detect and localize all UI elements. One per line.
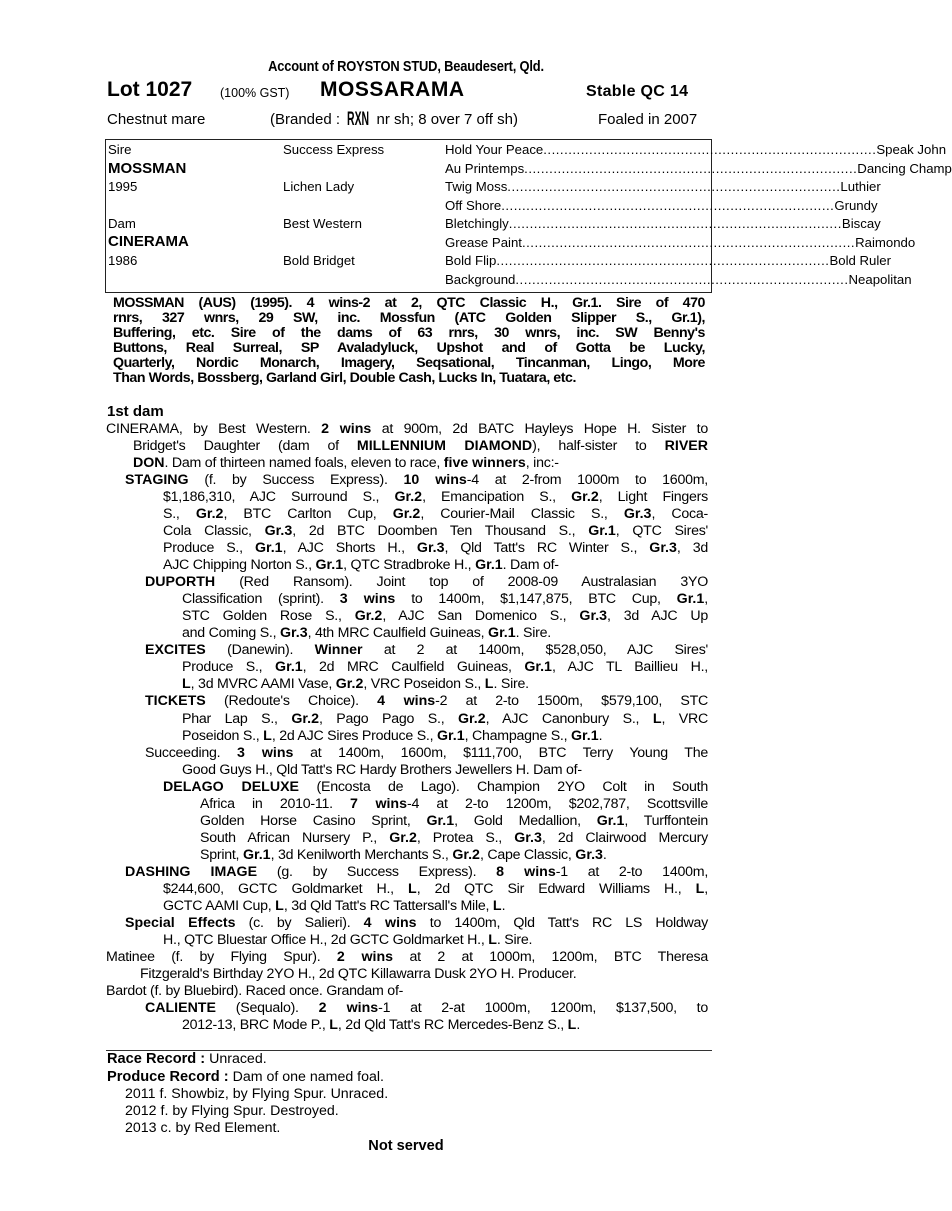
bold-text: 2 wins bbox=[318, 1000, 379, 1017]
race-record bbox=[107, 1051, 267, 1068]
dam-sire: Best Western bbox=[283, 216, 362, 231]
text: , Emancipation S., bbox=[422, 489, 572, 506]
text: , Pago Pago S., bbox=[318, 710, 459, 727]
produce-item: 2011 f. Showbiz, by Flying Spur. Unraced. bbox=[125, 1086, 389, 1102]
brand-description bbox=[270, 111, 518, 128]
bold-text: CALIENTE bbox=[145, 1000, 216, 1017]
leader-dots: ................................................................................ bbox=[524, 160, 858, 176]
bold-text: Gr.1 bbox=[254, 540, 283, 557]
bold-text: DUPORTH bbox=[145, 574, 216, 591]
bold-text: L bbox=[488, 931, 497, 948]
text: at 2 at 1000m, 1200m, BTC Theresa bbox=[393, 948, 708, 965]
first-dam-line bbox=[163, 506, 708, 523]
text: , 2d Clairwood Mercury bbox=[541, 829, 708, 846]
text: , VRC bbox=[661, 710, 709, 727]
sire-summary-line: MOSSMAN (AUS) (1995). 4 wins-2 at 2, QTC Classic H., Gr.1. Sire of 470 bbox=[113, 295, 705, 311]
bold-text: 2 wins bbox=[321, 421, 372, 437]
bold-text: MILLENNIUM DIAMOND bbox=[356, 438, 533, 455]
bold-text: RIVER bbox=[664, 438, 709, 455]
text: STC Golden Rose S., bbox=[182, 608, 355, 625]
bold-text: L bbox=[275, 897, 284, 914]
first-dam-line bbox=[106, 949, 708, 966]
gst-note: (100% GST) bbox=[220, 86, 290, 100]
bold-text: Gr.3 bbox=[264, 523, 293, 540]
text: 2012-13, BRC Mode P., bbox=[182, 1017, 330, 1034]
first-dam-line bbox=[163, 540, 708, 557]
leader-dots: ................................................................................ bbox=[507, 179, 841, 194]
bold-text: Special Effects bbox=[125, 914, 236, 931]
text: -1 at 2-to 1400m, bbox=[555, 863, 709, 880]
ancestor-name: Twig Moss bbox=[445, 179, 508, 194]
brand-mark: RXN bbox=[347, 109, 370, 130]
text: (g. by Success Express). bbox=[257, 863, 497, 880]
text: , Turffontein bbox=[624, 812, 708, 829]
text: , 2d BTC Doomben Ten Thousand S., bbox=[292, 523, 589, 540]
first-dam-line bbox=[140, 966, 708, 983]
bold-text: 4 wins bbox=[377, 693, 436, 710]
bold-text: Gr.3 bbox=[623, 506, 652, 523]
produce-record-value: Dam of one named foal. bbox=[228, 1069, 385, 1085]
text: , Protea S., bbox=[416, 829, 515, 846]
bold-text: Gr.3 bbox=[279, 625, 308, 642]
bold-text: L bbox=[182, 676, 191, 693]
text: Sprint, bbox=[200, 846, 243, 863]
bold-text: Gr.1 bbox=[436, 727, 465, 744]
pedigree-ancestor bbox=[445, 271, 912, 287]
text: Matinee (f. by Flying Spur). bbox=[106, 948, 337, 965]
ancestor-sire: Dancing Champ bbox=[857, 160, 952, 176]
first-dam-line bbox=[182, 608, 708, 625]
text: , Light Fingers bbox=[598, 489, 708, 506]
bold-text: Gr.3 bbox=[514, 829, 542, 846]
text: S., bbox=[163, 506, 196, 523]
bold-text: Gr.1 bbox=[588, 523, 616, 540]
first-dam-line bbox=[125, 472, 708, 489]
text: , 3d AJC Up bbox=[607, 608, 709, 625]
bold-text: Winner bbox=[314, 642, 363, 659]
text: Cola Classic, bbox=[163, 523, 265, 540]
bold-text: Gr.2 bbox=[389, 829, 417, 846]
text: Classification (sprint). bbox=[182, 591, 340, 608]
pedigree-ancestor bbox=[445, 142, 947, 157]
text: Fitzgerald's Birthday 2YO H., 2d QTC Killawarra Dusk 2YO H. Producer. bbox=[140, 965, 577, 982]
text: Golden Horse Casino Sprint, bbox=[200, 812, 427, 829]
sire-sire: Success Express bbox=[283, 142, 385, 157]
text: , Coca- bbox=[651, 506, 708, 523]
ancestor-sire: Grundy bbox=[834, 197, 878, 213]
bold-text: L bbox=[329, 1017, 338, 1034]
brand-suffix: nr sh; 8 over 7 off sh) bbox=[372, 111, 518, 128]
bold-text: STAGING bbox=[125, 472, 189, 489]
first-dam-line bbox=[182, 659, 708, 676]
service-status: Not served bbox=[368, 1138, 444, 1154]
text: -2 at 2-to 1500m, $579,100, STC bbox=[435, 693, 708, 710]
text: (c. by Salieri). bbox=[235, 914, 364, 931]
first-dam-line bbox=[182, 591, 708, 608]
produce-record bbox=[107, 1069, 384, 1086]
text: CINERAMA, by Best Western. bbox=[106, 421, 322, 437]
text: , Qld Tatt's RC Winter S., bbox=[444, 540, 650, 557]
ancestor-name: Background bbox=[445, 271, 516, 287]
bold-text: Gr.3 bbox=[575, 846, 603, 863]
bold-text: Gr.2 bbox=[195, 506, 224, 523]
pedigree-ancestor bbox=[445, 253, 892, 268]
text: , bbox=[704, 591, 708, 608]
bold-text: DON bbox=[133, 455, 165, 472]
stable-number: Stable QC 14 bbox=[586, 83, 689, 100]
text: , QTC Sires' bbox=[615, 523, 709, 540]
text: . bbox=[602, 846, 607, 863]
ancestor-name: Bletchingly bbox=[445, 216, 509, 231]
sire-summary-line: Quarterly, Nordic Monarch, Imagery, Seqsational, Tincanman, Lingo, More bbox=[113, 355, 705, 371]
bold-text: Gr.1 bbox=[571, 727, 599, 744]
text: and Coming S., bbox=[182, 625, 280, 642]
sire-label: Sire bbox=[108, 142, 132, 157]
first-dam-line bbox=[163, 489, 708, 506]
first-dam-line bbox=[125, 864, 708, 881]
bold-text: Gr.1 bbox=[315, 557, 344, 574]
produce-item: 2012 f. by Flying Spur. Destroyed. bbox=[125, 1103, 339, 1119]
text: $244,600, GCTC Goldmarket H., bbox=[163, 880, 409, 897]
bold-text: L bbox=[567, 1017, 577, 1034]
first-dam-line bbox=[145, 642, 708, 659]
bold-text: 2 wins bbox=[336, 948, 394, 965]
first-dam-line bbox=[200, 830, 708, 847]
text: -1 at 2-at 1000m, 1200m, $137,500, to bbox=[378, 1000, 708, 1017]
ancestor-name: Hold Your Peace bbox=[445, 142, 544, 157]
bold-text: Gr.1 bbox=[676, 591, 705, 608]
first-dam-line bbox=[145, 574, 708, 591]
bold-text: 4 wins bbox=[363, 914, 417, 931]
leader-dots: ................................................................................ bbox=[543, 142, 877, 157]
bold-text: 3 wins bbox=[339, 591, 396, 608]
sire-summary-line: Than Words, Bossberg, Garland Girl, Double Cash, Lucks In, Tuatara, etc. bbox=[113, 370, 576, 386]
text: . Dam of thirteen named foals, eleven to race, bbox=[164, 455, 444, 472]
text: Bridget's Daughter (dam of bbox=[133, 438, 357, 455]
text: , 3d Qld Tatt's RC Tattersall's Mile, bbox=[283, 897, 493, 914]
text: Good Guys H., Qld Tatt's RC Hardy Brothers Jewellers H. Dam of- bbox=[182, 761, 582, 778]
bold-text: DASHING IMAGE bbox=[125, 863, 258, 880]
bold-text: Gr.2 bbox=[354, 608, 383, 625]
first-dam-line bbox=[163, 898, 708, 915]
text: , 3d Kenilworth Merchants S., bbox=[270, 846, 453, 863]
bold-text: Gr.2 bbox=[394, 489, 423, 506]
race-record-value: Unraced. bbox=[205, 1051, 267, 1067]
bold-text: Gr.2 bbox=[335, 676, 364, 693]
first-dam-line bbox=[163, 932, 708, 949]
text: , QTC Stradbroke H., bbox=[343, 557, 476, 574]
pedigree-ancestor bbox=[445, 179, 881, 194]
text: , AJC TL Baillieu H., bbox=[551, 659, 709, 676]
bold-text: L bbox=[263, 727, 272, 744]
bold-text: Gr.2 bbox=[392, 506, 421, 523]
text: , BTC Carlton Cup, bbox=[223, 506, 393, 523]
text: , AJC Shorts H., bbox=[282, 540, 417, 557]
pedigree-ancestor bbox=[445, 234, 916, 250]
first-dam-line bbox=[145, 1000, 708, 1017]
text: at 2 at 1400m, $528,050, AJC Sires' bbox=[362, 642, 708, 659]
bold-text: Gr.3 bbox=[649, 540, 677, 557]
text: $1,186,310, AJC Surround S., bbox=[163, 489, 395, 506]
ancestor-sire: Raimondo bbox=[855, 234, 916, 250]
text: , 2d QTC Sir Edward Williams H., bbox=[416, 880, 696, 897]
first-dam-line bbox=[163, 779, 708, 796]
ancestor-sire: Bold Ruler bbox=[829, 253, 892, 268]
dam-year: 1986 bbox=[108, 253, 138, 268]
text: , AJC Canonbury S., bbox=[485, 710, 653, 727]
sire-year: 1995 bbox=[108, 179, 138, 194]
ancestor-sire: Neapolitan bbox=[848, 271, 912, 287]
text: (Sequalo). bbox=[215, 1000, 319, 1017]
first-dam-line bbox=[145, 745, 708, 762]
text: -4 at 2-to 1200m, $202,787, Scottsville bbox=[406, 795, 708, 812]
bold-text: 7 wins bbox=[350, 795, 407, 812]
sire-summary-line: rnrs, 327 wnrs, 29 SW, inc. Mossfun (ATC Golden Slipper S., Gr.1), bbox=[113, 310, 705, 326]
text: Bardot (f. by Bluebird). Raced once. Grandam of- bbox=[106, 982, 404, 999]
bold-text: EXCITES bbox=[145, 642, 206, 659]
first-dam-line bbox=[125, 915, 708, 932]
text: (Danewin). bbox=[205, 642, 315, 659]
sire-name: MOSSMAN bbox=[108, 160, 187, 177]
leader-dots: ................................................................................ bbox=[515, 271, 849, 287]
text: , Cape Classic, bbox=[479, 846, 576, 863]
horse-name: MOSSARAMA bbox=[320, 78, 465, 101]
bold-text: Gr.2 bbox=[571, 489, 599, 506]
bold-text: Gr.3 bbox=[416, 540, 445, 557]
first-dam-line bbox=[106, 983, 708, 1000]
bold-text: Gr.2 bbox=[291, 710, 319, 727]
text: Succeeding. bbox=[145, 744, 238, 761]
text: , 4th MRC Caulfield Guineas, bbox=[307, 625, 489, 642]
bold-text: Gr.2 bbox=[452, 846, 480, 863]
produce-item: 2013 c. by Red Element. bbox=[125, 1120, 281, 1136]
first-dam-line bbox=[200, 847, 708, 864]
text: . Dam of- bbox=[502, 557, 559, 574]
ancestor-name: Off Shore bbox=[445, 197, 502, 213]
text: , AJC San Domenico S., bbox=[382, 608, 580, 625]
first-dam-line bbox=[200, 813, 708, 830]
leader-dots: ................................................................................ bbox=[508, 216, 842, 231]
text: (Encosta de Lago). Champion 2YO Colt in South bbox=[299, 778, 708, 795]
text: . bbox=[501, 897, 506, 914]
first-dam-line bbox=[133, 455, 708, 472]
first-dam-line bbox=[182, 762, 708, 779]
first-dam-line bbox=[182, 728, 708, 745]
text: , 3d MVRC AAMI Vase, bbox=[190, 676, 336, 693]
ancestor-name: Au Printemps bbox=[445, 160, 525, 176]
pedigree-ancestor bbox=[445, 197, 878, 213]
vendor-account: Account of ROYSTON STUD, Beaudesert, Qld. bbox=[268, 58, 544, 75]
bold-text: DELAGO DELUXE bbox=[163, 778, 299, 795]
sire-summary-line: Buttons, Real Surreal, SP Avaladyluck, Upshot and of Gotta be Lucky, bbox=[113, 340, 705, 356]
text: , inc:- bbox=[525, 455, 559, 472]
text: (f. by Success Express). bbox=[188, 472, 404, 489]
bold-text: 3 wins bbox=[237, 744, 294, 761]
ancestor-name: Grease Paint bbox=[445, 234, 522, 250]
first-dam-line bbox=[182, 676, 708, 693]
text: Poseidon S., bbox=[182, 727, 264, 744]
leader-dots: ................................................................................ bbox=[501, 197, 835, 213]
bold-text: 8 wins bbox=[496, 863, 556, 880]
text: , VRC Poseidon S., bbox=[363, 676, 485, 693]
first-dam-line bbox=[200, 796, 708, 813]
bold-text: Gr.1 bbox=[275, 659, 303, 676]
bold-text: L bbox=[408, 880, 417, 897]
text: . Sire. bbox=[496, 931, 533, 948]
bold-text: Gr.3 bbox=[579, 608, 608, 625]
first-dam-line bbox=[133, 438, 708, 455]
bold-text: Gr.1 bbox=[488, 625, 516, 642]
text: South African Nursery P., bbox=[200, 829, 390, 846]
bold-text: Gr.1 bbox=[426, 812, 455, 829]
text: to 1400m, $1,147,875, BTC Cup, bbox=[395, 591, 677, 608]
pedigree-ancestor bbox=[445, 160, 952, 176]
ancestor-sire: Luthier bbox=[840, 179, 881, 194]
dam-name: CINERAMA bbox=[108, 233, 189, 250]
text: , 2d AJC Sires Produce S., bbox=[271, 727, 437, 744]
lot-number: Lot 1027 bbox=[107, 78, 193, 101]
race-record-label: Race Record : bbox=[107, 1051, 206, 1067]
bold-text: Gr.2 bbox=[458, 710, 486, 727]
leader-dots: ................................................................................ bbox=[496, 253, 830, 268]
ancestor-sire: Speak John bbox=[876, 142, 947, 157]
text: , bbox=[704, 880, 708, 897]
text: H., QTC Bluestar Office H., 2d GCTC Goldmarket H., bbox=[163, 931, 489, 948]
first-dam-line bbox=[182, 1017, 708, 1034]
dam-label: Dam bbox=[108, 216, 136, 231]
pedigree-table bbox=[105, 139, 952, 293]
leader-dots: ................................................................................ bbox=[521, 234, 856, 250]
bold-text: Gr.1 bbox=[242, 846, 271, 863]
text: , 2d Qld Tatt's RC Mercedes-Benz S., bbox=[337, 1017, 568, 1034]
text: -4 at 2-from 1000m to 1600m, bbox=[466, 472, 708, 489]
text: (Red Ransom). Joint top of 2008-09 Australasian 3YO bbox=[215, 574, 708, 591]
text: ), half-sister to bbox=[532, 438, 665, 455]
brand-prefix: (Branded : bbox=[270, 111, 345, 128]
bold-text: Gr.1 bbox=[524, 659, 552, 676]
ancestor-sire: Biscay bbox=[841, 216, 881, 231]
first-dam-heading: 1st dam bbox=[107, 403, 164, 420]
bold-text: TICKETS bbox=[145, 693, 206, 710]
sire-dam: Lichen Lady bbox=[283, 179, 355, 194]
pedigree-ancestor bbox=[445, 216, 881, 231]
first-dam-line bbox=[163, 557, 708, 574]
bold-text: L bbox=[652, 710, 662, 727]
sire-summary bbox=[113, 296, 705, 386]
bold-text: five winners bbox=[443, 455, 526, 472]
text: , Gold Medallion, bbox=[454, 812, 597, 829]
colour-sex: Chestnut mare bbox=[107, 111, 206, 128]
text: , 2d MRC Caulfield Guineas, bbox=[302, 659, 525, 676]
sire-summary-line: Buffering, etc. Sire of the dams of 63 rnrs, 30 wnrs, inc. SW Benny's bbox=[113, 325, 705, 341]
text: , Courier-Mail Classic S., bbox=[420, 506, 624, 523]
dam-dam: Bold Bridget bbox=[283, 253, 355, 268]
bold-text: L bbox=[484, 676, 494, 693]
text: at 900m, 2d BATC Hayleys Hope H. Sister to bbox=[371, 421, 708, 437]
produce-record-label: Produce Record : bbox=[107, 1069, 229, 1085]
text: to 1400m, Qld Tatt's RC LS Holdway bbox=[416, 914, 708, 931]
foaled-year: Foaled in 2007 bbox=[598, 111, 698, 128]
bold-text: L bbox=[695, 880, 705, 897]
text: at 1400m, 1600m, $111,700, BTC Terry Young The bbox=[293, 744, 708, 761]
text: . Sire. bbox=[493, 676, 529, 693]
text: . bbox=[598, 727, 603, 744]
bold-text: Gr.1 bbox=[596, 812, 625, 829]
text: Produce S., bbox=[182, 659, 276, 676]
first-dam-line bbox=[145, 693, 708, 710]
first-dam-line bbox=[182, 711, 708, 728]
text: . Sire. bbox=[515, 625, 551, 642]
text: , 3d bbox=[676, 540, 708, 557]
text: . bbox=[576, 1017, 581, 1034]
text: AJC Chipping Norton S., bbox=[163, 557, 316, 574]
text: (Redoute's Choice). bbox=[205, 693, 378, 710]
bold-text: 10 wins bbox=[403, 472, 467, 489]
bold-text: L bbox=[492, 897, 502, 914]
text: Phar Lap S., bbox=[182, 710, 292, 727]
text: , Champagne S., bbox=[464, 727, 572, 744]
bold-text: Gr.1 bbox=[475, 557, 503, 574]
text: GCTC AAMI Cup, bbox=[163, 897, 276, 914]
first-dam-line bbox=[182, 625, 708, 642]
text: Africa in 2010-11. bbox=[200, 795, 351, 812]
first-dam-line bbox=[163, 881, 708, 898]
first-dam-line bbox=[163, 523, 708, 540]
first-dam-line bbox=[106, 421, 708, 438]
text: Produce S., bbox=[163, 540, 255, 557]
ancestor-name: Bold Flip bbox=[445, 253, 497, 268]
